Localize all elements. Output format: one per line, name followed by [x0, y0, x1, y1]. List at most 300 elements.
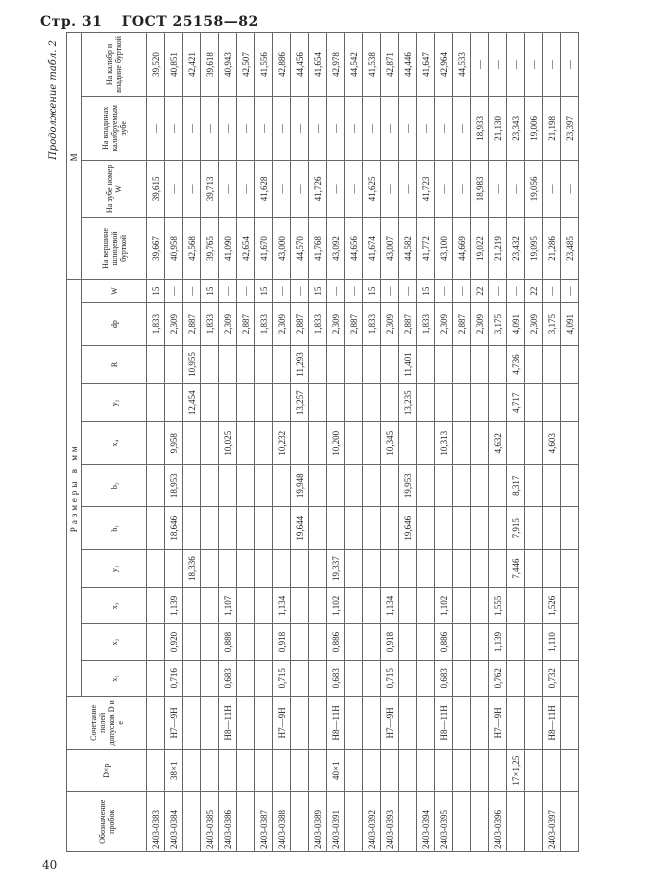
table-cell: 0,762 — [489, 660, 507, 696]
table-cell: 18,646 — [165, 507, 183, 550]
table-cell: — — [435, 96, 453, 160]
table-cell — [255, 624, 273, 660]
table-cell — [471, 792, 489, 852]
table-cell: 39,667 — [147, 218, 165, 280]
table-cell — [489, 345, 507, 383]
table-cell: 39,618 — [201, 33, 219, 97]
table-cell: H7—9H — [165, 696, 183, 749]
table-cell — [165, 384, 183, 422]
table-cell — [327, 507, 345, 550]
table-cell: 2403-0396 — [489, 792, 507, 852]
table-cell — [183, 464, 201, 507]
table-cell: 44,582 — [399, 218, 417, 280]
table-cell: 41,674 — [363, 218, 381, 280]
table-row — [255, 33, 273, 852]
table-cell — [219, 507, 237, 550]
table-cell — [399, 792, 417, 852]
table-cell: 0,886 — [435, 624, 453, 660]
table-cell — [525, 384, 543, 422]
table-cell: 15 — [417, 279, 435, 303]
table-cell: 42,568 — [183, 218, 201, 280]
table-row — [165, 33, 183, 852]
table-cell: 40×1 — [327, 749, 345, 792]
table-cell — [507, 792, 525, 852]
table-cell — [561, 696, 579, 749]
table-cell: 0,715 — [273, 660, 291, 696]
table-cell: — — [219, 279, 237, 303]
table-cell: — — [399, 96, 417, 160]
table-cell — [147, 384, 165, 422]
table-cell: — — [183, 160, 201, 217]
table-cell: 23,343 — [507, 96, 525, 160]
table-cell: 2403-0392 — [363, 792, 381, 852]
table-cell: — — [345, 279, 363, 303]
table-cell: 11,293 — [291, 345, 309, 383]
table-cell — [489, 550, 507, 588]
table-cell: 19,006 — [525, 96, 543, 160]
table-cell — [435, 550, 453, 588]
page-header — [40, 14, 273, 30]
table-cell — [201, 507, 219, 550]
table-cell: — — [327, 279, 345, 303]
table-cell — [525, 507, 543, 550]
table-cell — [201, 588, 219, 624]
table-cell: H7—9H — [489, 696, 507, 749]
table-row — [453, 33, 471, 852]
table-cell: 8,317 — [507, 464, 525, 507]
table-cell: 2,887 — [345, 303, 363, 346]
col-header: x₂ — [82, 624, 147, 660]
table-cell: 42,886 — [273, 33, 291, 97]
table-cell: 22 — [471, 279, 489, 303]
table-cell: — — [291, 96, 309, 160]
table-cell — [381, 384, 399, 422]
table-cell: 2,887 — [399, 303, 417, 346]
table-cell: 41,772 — [417, 218, 435, 280]
table-cell: 2,887 — [291, 303, 309, 346]
table-cell: — — [507, 160, 525, 217]
table-cell: — — [561, 279, 579, 303]
table-cell: — — [273, 160, 291, 217]
table-cell: — — [327, 96, 345, 160]
table-cell — [525, 624, 543, 660]
table-cell: 2,887 — [453, 303, 471, 346]
table-cell: 15 — [363, 279, 381, 303]
table-cell — [525, 422, 543, 465]
table-cell: 42,964 — [435, 33, 453, 97]
table-cell — [255, 550, 273, 588]
table-cell — [471, 345, 489, 383]
table-cell: 0,683 — [435, 660, 453, 696]
table-cell: 10,955 — [183, 345, 201, 383]
table-cell: 40,851 — [165, 33, 183, 97]
table-cell: 7,446 — [507, 550, 525, 588]
table-cell: 10,345 — [381, 422, 399, 465]
table-cell — [363, 660, 381, 696]
table-cell — [327, 384, 345, 422]
table-cell: H8—11H — [435, 696, 453, 749]
col-header: Сочетание полей допусков D и e — [67, 696, 147, 749]
table-row — [489, 33, 507, 852]
table-cell — [147, 422, 165, 465]
table-cell: 10,025 — [219, 422, 237, 465]
table-cell: 43,007 — [381, 218, 399, 280]
table-cell — [399, 588, 417, 624]
table-cell: 2403-0393 — [381, 792, 399, 852]
table-cell — [201, 660, 219, 696]
table-cell — [309, 749, 327, 792]
table-cell: 42,421 — [183, 33, 201, 97]
table-cell — [291, 696, 309, 749]
table-cell — [489, 749, 507, 792]
table-cell: H7—9H — [273, 696, 291, 749]
table-cell — [345, 550, 363, 588]
table-cell — [417, 588, 435, 624]
table-cell — [399, 550, 417, 588]
table-cell: 1,102 — [435, 588, 453, 624]
table-cell — [291, 792, 309, 852]
table-cell: — — [273, 279, 291, 303]
table-cell — [363, 507, 381, 550]
table-row — [507, 33, 525, 852]
table-cell: — — [183, 96, 201, 160]
table-cell: 2,309 — [435, 303, 453, 346]
table-cell: 41,654 — [309, 33, 327, 97]
table-cell: — — [399, 160, 417, 217]
table-cell — [201, 345, 219, 383]
table-row — [345, 33, 363, 852]
table-cell — [453, 422, 471, 465]
table-cell: 19,953 — [399, 464, 417, 507]
table-cell — [363, 422, 381, 465]
table-cell: — — [327, 160, 345, 217]
table-cell — [471, 588, 489, 624]
table-cell — [309, 507, 327, 550]
table-cell: 2,309 — [327, 303, 345, 346]
col-header: b₁ — [82, 507, 147, 550]
table-cell: 10,232 — [273, 422, 291, 465]
table-cell: — — [147, 96, 165, 160]
table-cell — [381, 749, 399, 792]
table-cell: — — [309, 96, 327, 160]
table-cell: — — [219, 160, 237, 217]
table-cell: 7,915 — [507, 507, 525, 550]
col-header: y₂ — [82, 384, 147, 422]
table-cell — [183, 660, 201, 696]
table-cell: 4,717 — [507, 384, 525, 422]
table-cell — [183, 749, 201, 792]
table-cell — [255, 422, 273, 465]
table-cell: 0,715 — [381, 660, 399, 696]
table-cell: 1,833 — [363, 303, 381, 346]
table-cell: 4,091 — [507, 303, 525, 346]
table-cell: H7—9H — [381, 696, 399, 749]
table-cell — [309, 464, 327, 507]
table-cell: — — [561, 33, 579, 97]
table-wrapper — [50, 32, 615, 852]
table-cell: 2,309 — [525, 303, 543, 346]
table-cell: — — [507, 33, 525, 97]
table-cell — [309, 384, 327, 422]
col-header: x₃ — [82, 588, 147, 624]
table-cell: H8—11H — [327, 696, 345, 749]
table-cell — [219, 384, 237, 422]
table-cell — [381, 464, 399, 507]
table-cell: 43,000 — [273, 218, 291, 280]
table-cell: 44,446 — [399, 33, 417, 97]
table-cell — [561, 422, 579, 465]
table-cell: 10,200 — [327, 422, 345, 465]
table-cell — [201, 422, 219, 465]
table-cell: — — [273, 96, 291, 160]
table-cell — [525, 792, 543, 852]
table-cell: 19,337 — [327, 550, 345, 588]
table-cell — [399, 749, 417, 792]
table-cell: 3,175 — [543, 303, 561, 346]
spec-table — [66, 32, 579, 852]
table-row — [309, 33, 327, 852]
table-cell: — — [507, 279, 525, 303]
table-cell — [165, 550, 183, 588]
table-cell: — — [237, 279, 255, 303]
page-number: 40 — [42, 858, 58, 872]
table-cell: — — [183, 279, 201, 303]
table-cell — [363, 345, 381, 383]
table-cell: 18,933 — [471, 96, 489, 160]
table-cell: — — [561, 160, 579, 217]
table-cell — [255, 660, 273, 696]
table-cell — [201, 464, 219, 507]
table-cell: 2403-0387 — [255, 792, 273, 852]
table-cell — [561, 550, 579, 588]
table-cell — [525, 464, 543, 507]
table-cell — [345, 384, 363, 422]
standard-label: ГОСТ 25158—82 — [121, 14, 259, 30]
table-cell — [417, 422, 435, 465]
table-cell — [183, 507, 201, 550]
table-cell: — — [543, 160, 561, 217]
table-cell — [471, 660, 489, 696]
table-cell — [183, 422, 201, 465]
table-cell — [417, 464, 435, 507]
table-cell — [273, 464, 291, 507]
table-cell: 21,219 — [489, 218, 507, 280]
table-cell: 44,656 — [345, 218, 363, 280]
table-cell: 2403-0384 — [165, 792, 183, 852]
col-header: На вершине шлицевой бурткой — [82, 218, 147, 280]
col-header: b₂ — [82, 464, 147, 507]
table-cell — [417, 749, 435, 792]
table-cell — [345, 749, 363, 792]
table-cell: 12,454 — [183, 384, 201, 422]
table-cell: — — [381, 96, 399, 160]
table-cell: — — [435, 160, 453, 217]
table-cell: 19,948 — [291, 464, 309, 507]
table-cell — [345, 345, 363, 383]
table-cell: 2,309 — [273, 303, 291, 346]
table-cell — [255, 696, 273, 749]
table-cell: 2403-0389 — [309, 792, 327, 852]
table-cell: 23,432 — [507, 218, 525, 280]
table-cell — [345, 624, 363, 660]
table-cell — [273, 550, 291, 588]
table-cell — [417, 696, 435, 749]
table-cell — [147, 749, 165, 792]
table-cell: 22 — [525, 279, 543, 303]
table-cell: 1,134 — [381, 588, 399, 624]
table-cell: — — [489, 279, 507, 303]
table-cell — [345, 588, 363, 624]
table-cell — [561, 507, 579, 550]
table-cell: — — [291, 279, 309, 303]
table-cell: 4,091 — [561, 303, 579, 346]
table-cell: — — [201, 96, 219, 160]
table-cell: 0,886 — [327, 624, 345, 660]
table-row — [219, 33, 237, 852]
table-cell: — — [381, 160, 399, 217]
table-cell — [435, 384, 453, 422]
table-cell: — — [525, 33, 543, 97]
table-cell — [309, 422, 327, 465]
table-cell — [201, 550, 219, 588]
table-row — [543, 33, 561, 852]
table-cell — [525, 588, 543, 624]
table-cell: 19,022 — [471, 218, 489, 280]
table-cell: 0,920 — [165, 624, 183, 660]
table-row — [183, 33, 201, 852]
table-cell: 41,625 — [363, 160, 381, 217]
table-cell — [453, 588, 471, 624]
table-cell: 18,953 — [165, 464, 183, 507]
table-cell: 43,100 — [435, 218, 453, 280]
table-cell — [417, 624, 435, 660]
table-cell — [309, 345, 327, 383]
table-cell: — — [165, 279, 183, 303]
table-cell: 43,092 — [327, 218, 345, 280]
table-cell: 15 — [201, 279, 219, 303]
table-caption: Продолжение табл. 2 — [48, 40, 59, 160]
table-cell: — — [291, 160, 309, 217]
table-cell — [345, 422, 363, 465]
table-cell — [507, 422, 525, 465]
table-cell — [363, 696, 381, 749]
table-cell — [561, 464, 579, 507]
table-cell — [561, 624, 579, 660]
table-cell: 1,833 — [417, 303, 435, 346]
table-cell — [147, 464, 165, 507]
table-cell — [291, 624, 309, 660]
table-cell — [471, 507, 489, 550]
table-cell — [273, 384, 291, 422]
table-cell: 18,983 — [471, 160, 489, 217]
table-row — [399, 33, 417, 852]
col-header: W — [82, 279, 147, 303]
table-cell: — — [165, 96, 183, 160]
table-cell: 0,683 — [327, 660, 345, 696]
table-cell — [453, 792, 471, 852]
table-cell: 40,958 — [165, 218, 183, 280]
table-cell — [543, 507, 561, 550]
table-cell: 0,888 — [219, 624, 237, 660]
table-cell: 10,313 — [435, 422, 453, 465]
table-cell — [201, 696, 219, 749]
table-cell: 21,130 — [489, 96, 507, 160]
table-cell — [201, 384, 219, 422]
table-cell: 13,257 — [291, 384, 309, 422]
table-cell — [183, 696, 201, 749]
table-cell: 19,644 — [291, 507, 309, 550]
table-cell — [237, 550, 255, 588]
table-cell: H8—11H — [219, 696, 237, 749]
table-cell — [489, 384, 507, 422]
table-row — [147, 33, 165, 852]
table-cell: 1,526 — [543, 588, 561, 624]
table-cell — [363, 464, 381, 507]
table-cell — [183, 588, 201, 624]
table-cell — [327, 345, 345, 383]
table-cell — [147, 550, 165, 588]
table-cell: 15 — [255, 279, 273, 303]
table-cell — [291, 660, 309, 696]
table-cell — [471, 422, 489, 465]
table-cell: — — [417, 96, 435, 160]
table-cell — [561, 749, 579, 792]
table-cell — [471, 749, 489, 792]
table-row — [435, 33, 453, 852]
table-cell — [309, 624, 327, 660]
table-cell — [237, 422, 255, 465]
table-cell: 42,978 — [327, 33, 345, 97]
table-cell — [345, 696, 363, 749]
table-cell: 18,336 — [183, 550, 201, 588]
table-cell — [417, 345, 435, 383]
table-cell: — — [399, 279, 417, 303]
table-cell — [345, 792, 363, 852]
table-cell: 19,095 — [525, 218, 543, 280]
table-cell: 2403-0395 — [435, 792, 453, 852]
table-cell: 40,943 — [219, 33, 237, 97]
dimensions-header: Размеры в мм — [67, 279, 82, 696]
table-cell — [255, 749, 273, 792]
col-header: R — [82, 345, 147, 383]
table-cell — [561, 792, 579, 852]
table-cell — [363, 588, 381, 624]
table-cell: 21,286 — [543, 218, 561, 280]
table-cell: 2,309 — [381, 303, 399, 346]
table-cell: 0,683 — [219, 660, 237, 696]
table-cell: 39,765 — [201, 218, 219, 280]
table-cell — [147, 588, 165, 624]
table-cell — [399, 624, 417, 660]
table-cell — [327, 464, 345, 507]
col-header: На впадинах калибруемым зубе — [82, 96, 147, 160]
table-cell — [237, 507, 255, 550]
table-cell — [363, 749, 381, 792]
col-header: y₁ — [82, 550, 147, 588]
table-cell — [507, 624, 525, 660]
table-cell: 3,175 — [489, 303, 507, 346]
col-header: D×p — [67, 749, 147, 792]
table-cell: — — [435, 279, 453, 303]
table-cell: 42,871 — [381, 33, 399, 97]
table-cell: 0,918 — [381, 624, 399, 660]
col-header: x₄ — [82, 422, 147, 465]
page-label: Стр. 31 — [40, 14, 103, 30]
table-cell: 2403-0394 — [417, 792, 435, 852]
table-cell: 0,918 — [273, 624, 291, 660]
table-cell — [561, 660, 579, 696]
table-cell — [507, 696, 525, 749]
